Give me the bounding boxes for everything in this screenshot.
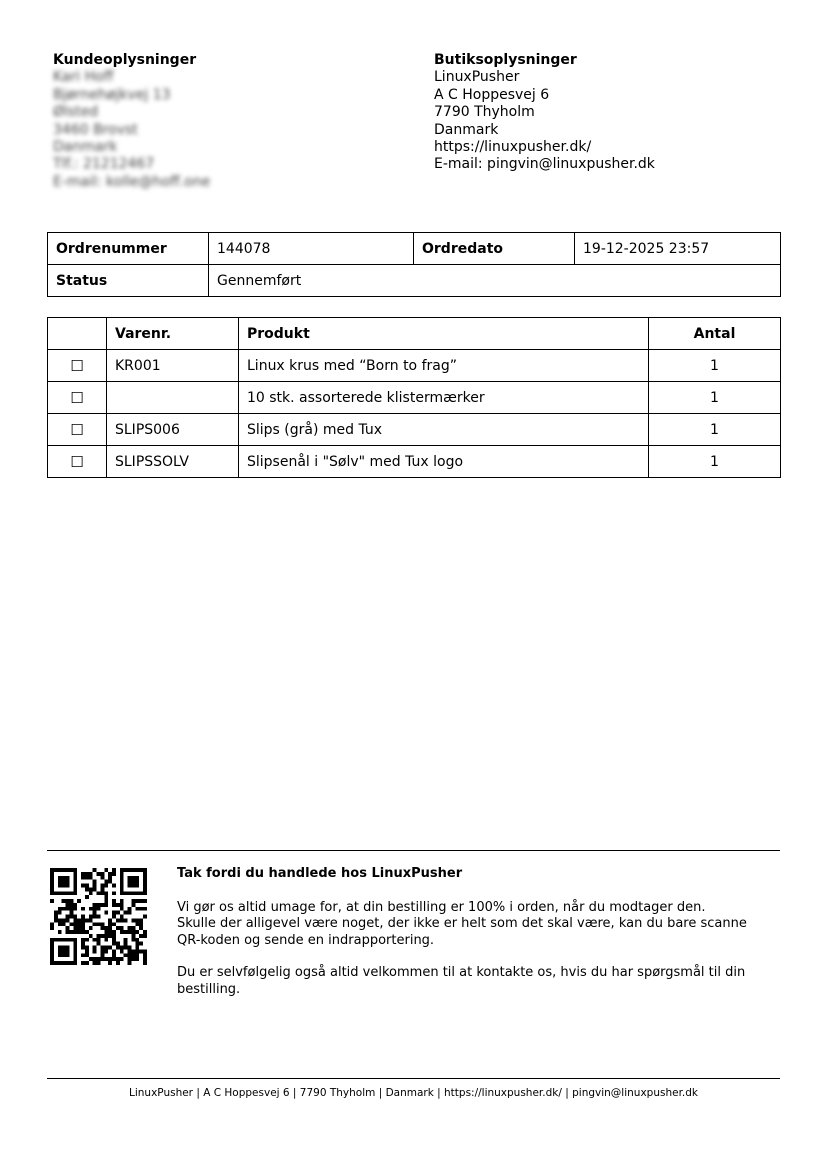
item-product: Slips (grå) med Tux <box>239 414 649 446</box>
footer-divider-top <box>47 850 780 851</box>
sku-header: Varenr. <box>107 318 239 350</box>
order-date: 19-12-2025 23:57 <box>575 233 781 265</box>
customer-country: Danmark <box>53 139 118 156</box>
thank-you-title: Tak fordi du handlede hos LinuxPusher <box>177 866 463 881</box>
order-date-label: Ordredato <box>414 233 575 265</box>
footer-contact-line: LinuxPusher | A C Hoppesvej 6 | 7790 Thyholm | Danmark | https://linuxpusher.dk/ | pingvin@linuxpusher.dk <box>129 1087 698 1099</box>
status-label: Status <box>48 265 209 297</box>
customer-street: Bjørnehøjkvej 13 <box>53 86 171 103</box>
checkbox-column-header <box>48 318 107 350</box>
item-sku <box>107 382 239 414</box>
shop-heading: Butiksoplysninger <box>434 52 577 68</box>
table-row <box>48 382 781 414</box>
footer-divider-bottom <box>47 1078 780 1079</box>
thank-you-paragraph-1: Vi gør os altid umage for, at din bestilling er 100% i orden, når du modtager den. Skulle der alligevel være noget, der ikke er helt som det skal være, kan du bare scanne QR-koden og sende en indrapportering. <box>177 899 747 948</box>
status-value: Gennemført <box>209 265 781 297</box>
table-row <box>48 446 781 478</box>
table-row <box>48 350 781 382</box>
items-header-row <box>48 318 781 350</box>
shop-street: A C Hoppesvej 6 <box>434 86 550 103</box>
shop-country: Danmark <box>434 121 499 138</box>
shop-name: LinuxPusher <box>434 69 520 86</box>
checkbox-icon[interactable]: ☐ <box>70 356 84 375</box>
shop-email: E-mail: pingvin@linuxpusher.dk <box>434 156 655 173</box>
qr-code-icon[interactable] <box>50 868 147 965</box>
checkbox-icon[interactable]: ☐ <box>70 420 84 439</box>
shop-info <box>434 52 655 174</box>
item-qty: 1 <box>649 414 781 446</box>
order-number-label: Ordrenummer <box>48 233 209 265</box>
order-info-table <box>47 232 781 297</box>
status-row <box>48 265 781 297</box>
item-product: Slipsenål i "Sølv" med Tux logo <box>239 446 649 478</box>
customer-info <box>53 52 210 191</box>
customer-phone: Tlf.: 21212467 <box>53 156 155 173</box>
shop-website: https://linuxpusher.dk/ <box>434 139 592 156</box>
shop-postal-city: 7790 Thyholm <box>434 104 535 121</box>
items-table <box>47 317 781 478</box>
checkbox-icon[interactable]: ☐ <box>70 452 84 471</box>
customer-locality: Ølsted <box>53 104 99 121</box>
item-sku: SLIPSSOLV <box>107 446 239 478</box>
order-number: 144078 <box>209 233 414 265</box>
item-sku: SLIPS006 <box>107 414 239 446</box>
customer-email: E-mail: kolle@hoff.one <box>53 173 211 190</box>
order-row <box>48 233 781 265</box>
checkbox-icon[interactable]: ☐ <box>70 388 84 407</box>
item-qty: 1 <box>649 382 781 414</box>
item-qty: 1 <box>649 350 781 382</box>
customer-heading: Kundeoplysninger <box>53 52 197 68</box>
table-row <box>48 414 781 446</box>
thank-you-paragraph-2: Du er selvfølgelig også altid velkommen til at kontakte os, hvis du har spørgsmål til din bestilling. <box>177 965 746 997</box>
item-sku: KR001 <box>107 350 239 382</box>
qty-header: Antal <box>649 318 781 350</box>
thank-you-note <box>177 866 747 1014</box>
customer-postal-city: 3460 Brovst <box>53 121 138 138</box>
item-qty: 1 <box>649 446 781 478</box>
item-product: 10 stk. assorterede klistermærker <box>239 382 649 414</box>
customer-name: Kari Hoff <box>53 69 114 86</box>
product-header: Produkt <box>239 318 649 350</box>
item-product: Linux krus med “Born to frag” <box>239 350 649 382</box>
